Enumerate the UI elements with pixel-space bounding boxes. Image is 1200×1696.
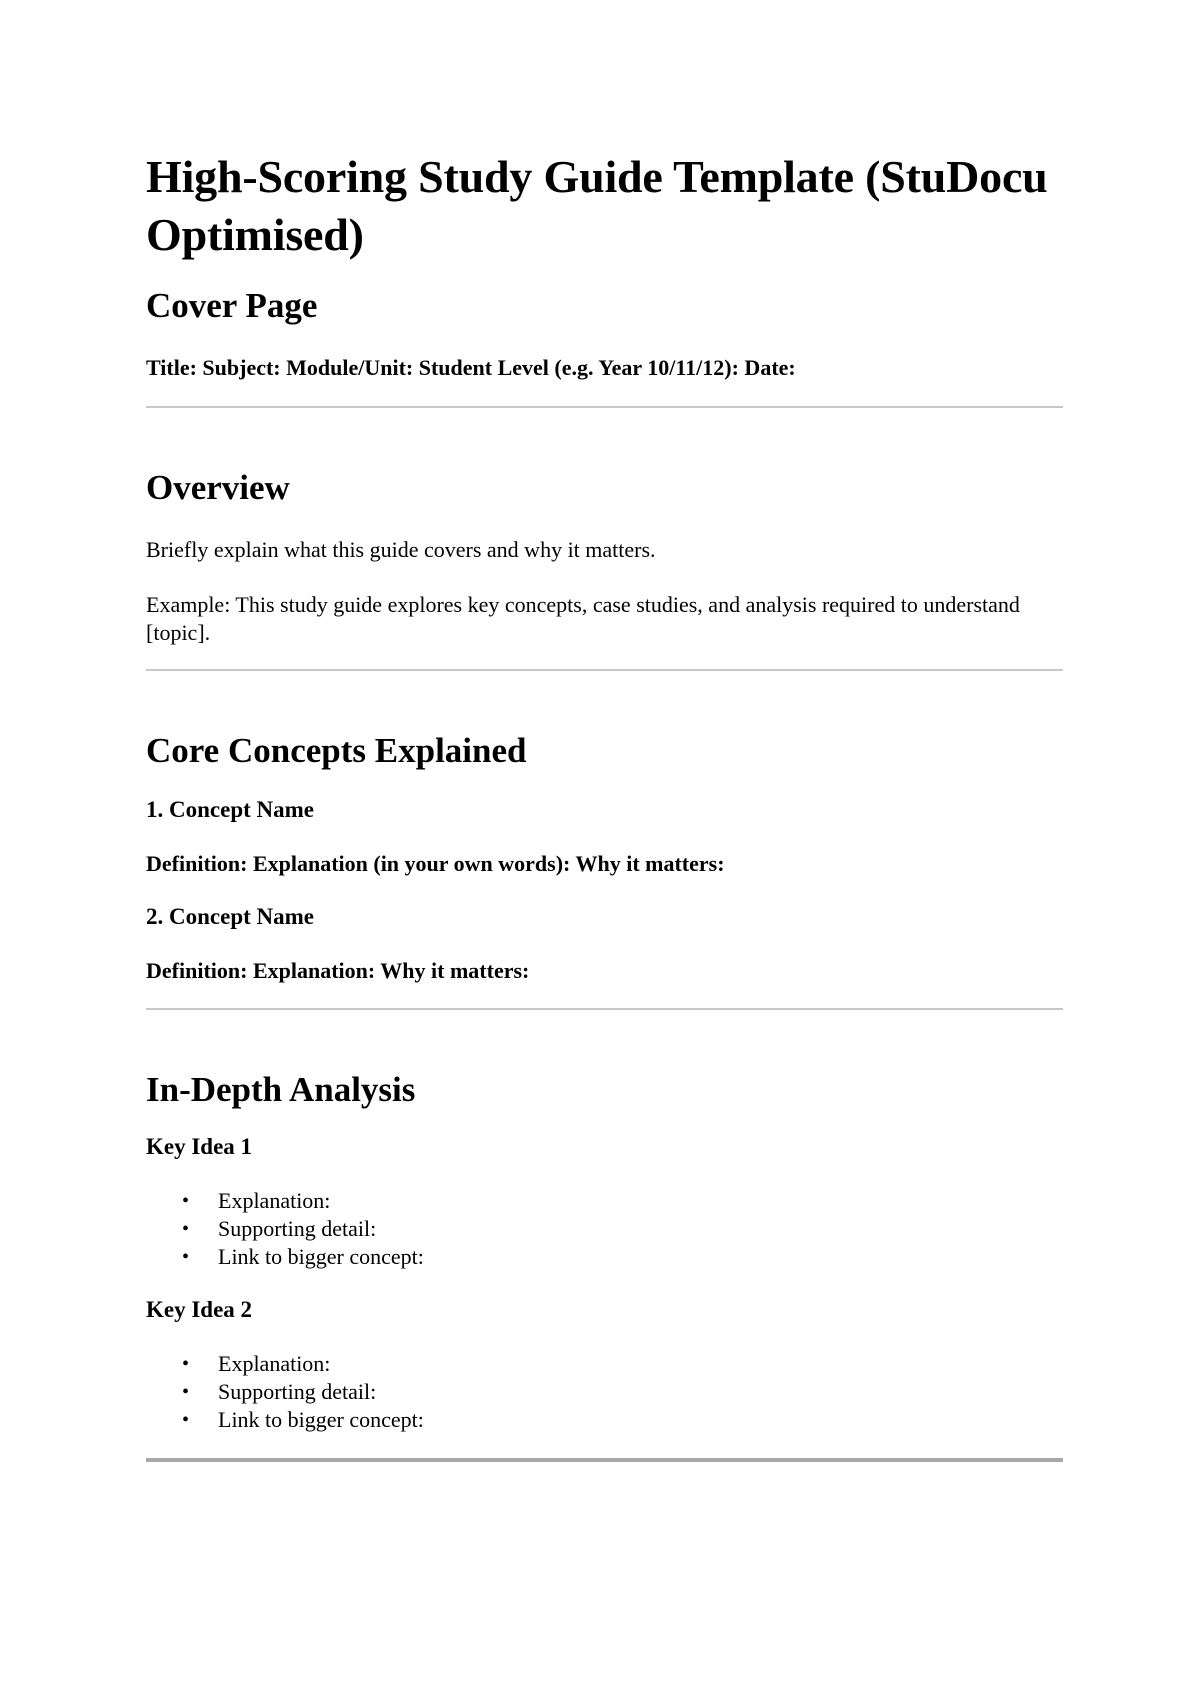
list-item xyxy=(182,1187,1063,1215)
cover-fields-line: Title: Subject: Module/Unit: Student Level (e.g. Year 10/11/12): Date: xyxy=(146,355,796,380)
bullet-icon: • xyxy=(182,1409,190,1431)
concept-fields: Definition: Explanation (in your own words): Why it matters: xyxy=(146,851,725,876)
divider xyxy=(146,1008,1063,1010)
list-item xyxy=(182,1350,1063,1378)
document-title: High-Scoring Study Guide Template (StuDocu Optimised) xyxy=(146,151,1048,260)
core-concepts-section xyxy=(146,729,1063,985)
list-item-text: Link to bigger concept: xyxy=(218,1407,424,1432)
overview-heading: Overview xyxy=(146,468,290,507)
list-item xyxy=(182,1406,1063,1434)
analysis-heading: In-Depth Analysis xyxy=(146,1070,416,1109)
concept-fields: Definition: Explanation: Why it matters: xyxy=(146,958,530,983)
bullet-icon: • xyxy=(182,1218,190,1240)
divider xyxy=(146,1458,1063,1462)
concept-title: 1. Concept Name xyxy=(146,797,314,822)
overview-example: Example: This study guide explores key concepts, case studies, and analysis required to understand [topic]. xyxy=(146,592,1020,645)
bullet-icon: • xyxy=(182,1190,190,1212)
list-item-text: Link to bigger concept: xyxy=(218,1244,424,1269)
key-idea-title: Key Idea 2 xyxy=(146,1297,253,1322)
key-idea-title: Key Idea 1 xyxy=(146,1134,253,1159)
list-item xyxy=(182,1243,1063,1271)
cover-heading: Cover Page xyxy=(146,286,318,325)
document-page xyxy=(146,148,1063,1462)
list-item-text: Explanation: xyxy=(218,1351,331,1376)
key-idea-bullet-list xyxy=(146,1187,1063,1271)
key-idea-bullet-list xyxy=(146,1350,1063,1434)
cover-section xyxy=(146,284,1063,382)
bullet-icon: • xyxy=(182,1353,190,1375)
concept-title: 2. Concept Name xyxy=(146,904,314,929)
list-item-text: Supporting detail: xyxy=(218,1216,377,1241)
overview-section xyxy=(146,466,1063,647)
overview-intro: Briefly explain what this guide covers and why it matters. xyxy=(146,537,656,562)
list-item-text: Supporting detail: xyxy=(218,1379,377,1404)
bullet-icon: • xyxy=(182,1246,190,1268)
list-item-text: Explanation: xyxy=(218,1188,331,1213)
core-concepts-heading: Core Concepts Explained xyxy=(146,731,527,770)
divider xyxy=(146,669,1063,671)
bullet-icon: • xyxy=(182,1381,190,1403)
analysis-section xyxy=(146,1068,1063,1434)
list-item xyxy=(182,1215,1063,1243)
list-item xyxy=(182,1378,1063,1406)
divider xyxy=(146,406,1063,408)
